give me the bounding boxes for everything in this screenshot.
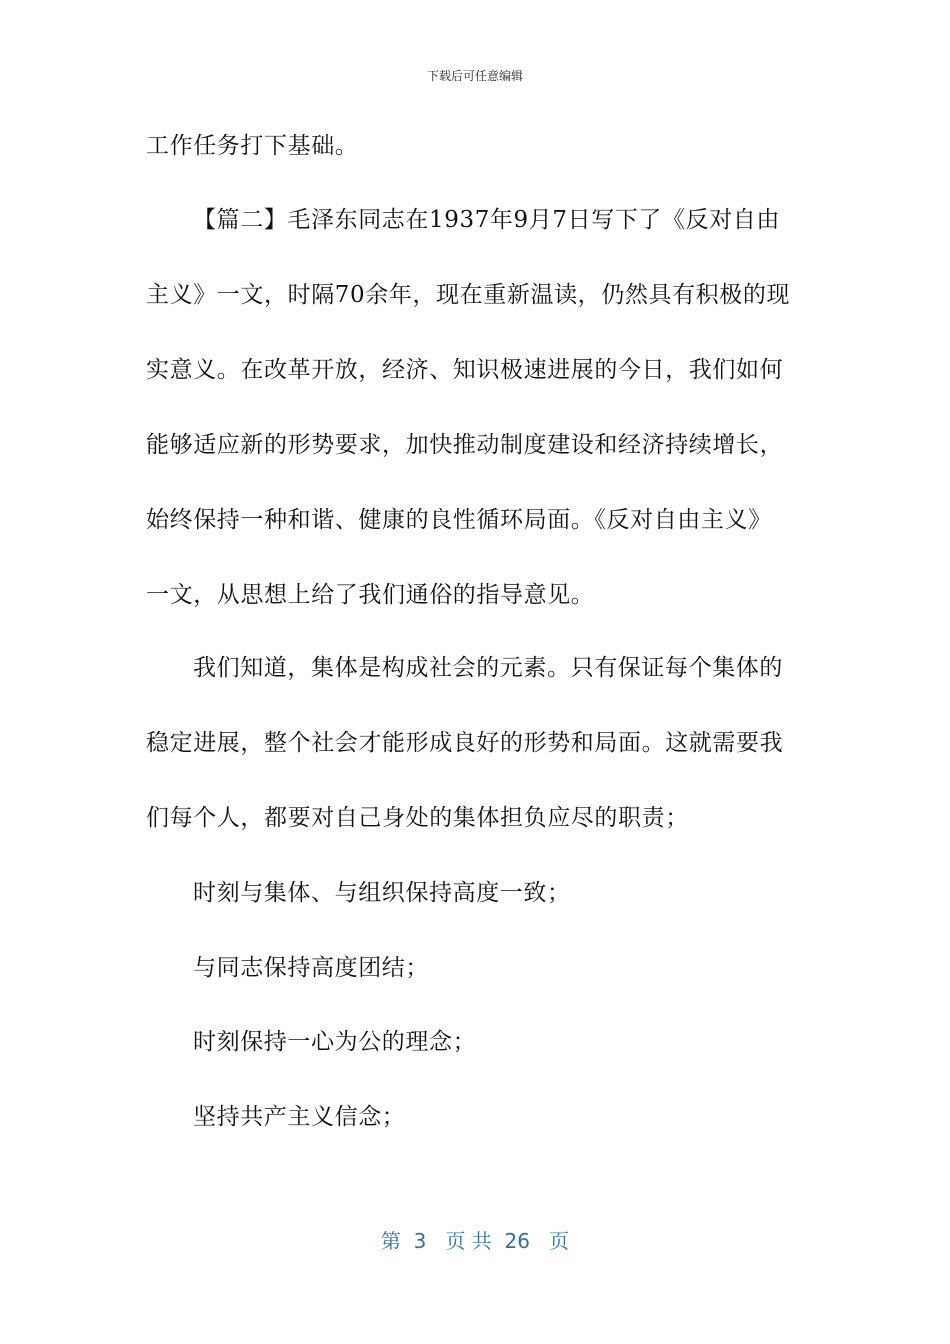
paragraph-line: 一文，从思想上给了我们通俗的指导意见。 (146, 582, 595, 608)
current-page-number: 3 (413, 1229, 427, 1253)
paragraph-line: 时刻保持一心为公的理念； (193, 1029, 477, 1055)
paragraph-line: 主义》一文，时隔70余年，现在重新温读，仍然具有积极的现 (146, 282, 791, 308)
footer-middle: 页 共 (445, 1229, 492, 1253)
paragraph-line: 们每个人，都要对自己身处的集体担负应尽的职责； (146, 805, 689, 831)
paragraph-line: 我们知道，集体是构成社会的元素。只有保证每个集体的 (193, 655, 783, 681)
footer-prefix: 第 (380, 1229, 401, 1253)
paragraph-line: 稳定进展，整个社会才能形成良好的形势和局面。这就需要我 (146, 730, 784, 756)
page-footer (0, 1225, 950, 1254)
paragraph-line: 与同志保持高度团结； (193, 955, 429, 981)
footer-suffix: 页 (549, 1229, 570, 1253)
paragraph-line: 实意义。在改革开放，经济、知识极速进展的今日，我们如何 (146, 357, 784, 383)
paragraph-line: 工作任务打下基础。 (146, 133, 359, 159)
paragraph-line: 时刻与集体、与组织保持高度一致； (193, 880, 571, 906)
total-pages-number: 26 (504, 1229, 530, 1253)
page-header-note: 下载后可任意编辑 (426, 69, 523, 83)
paragraph-line: 坚持共产主义信念； (193, 1104, 406, 1130)
paragraph-line: 始终保持一种和谐、健康的良性循环局面。《反对自由主义》 (146, 507, 772, 533)
paragraph-line: 能够适应新的形势要求，加快推动制度建设和经济持续增长， (146, 432, 784, 458)
paragraph-line: 【篇二】毛泽东同志在1937年9月7日写下了《反对自由 (193, 207, 780, 233)
